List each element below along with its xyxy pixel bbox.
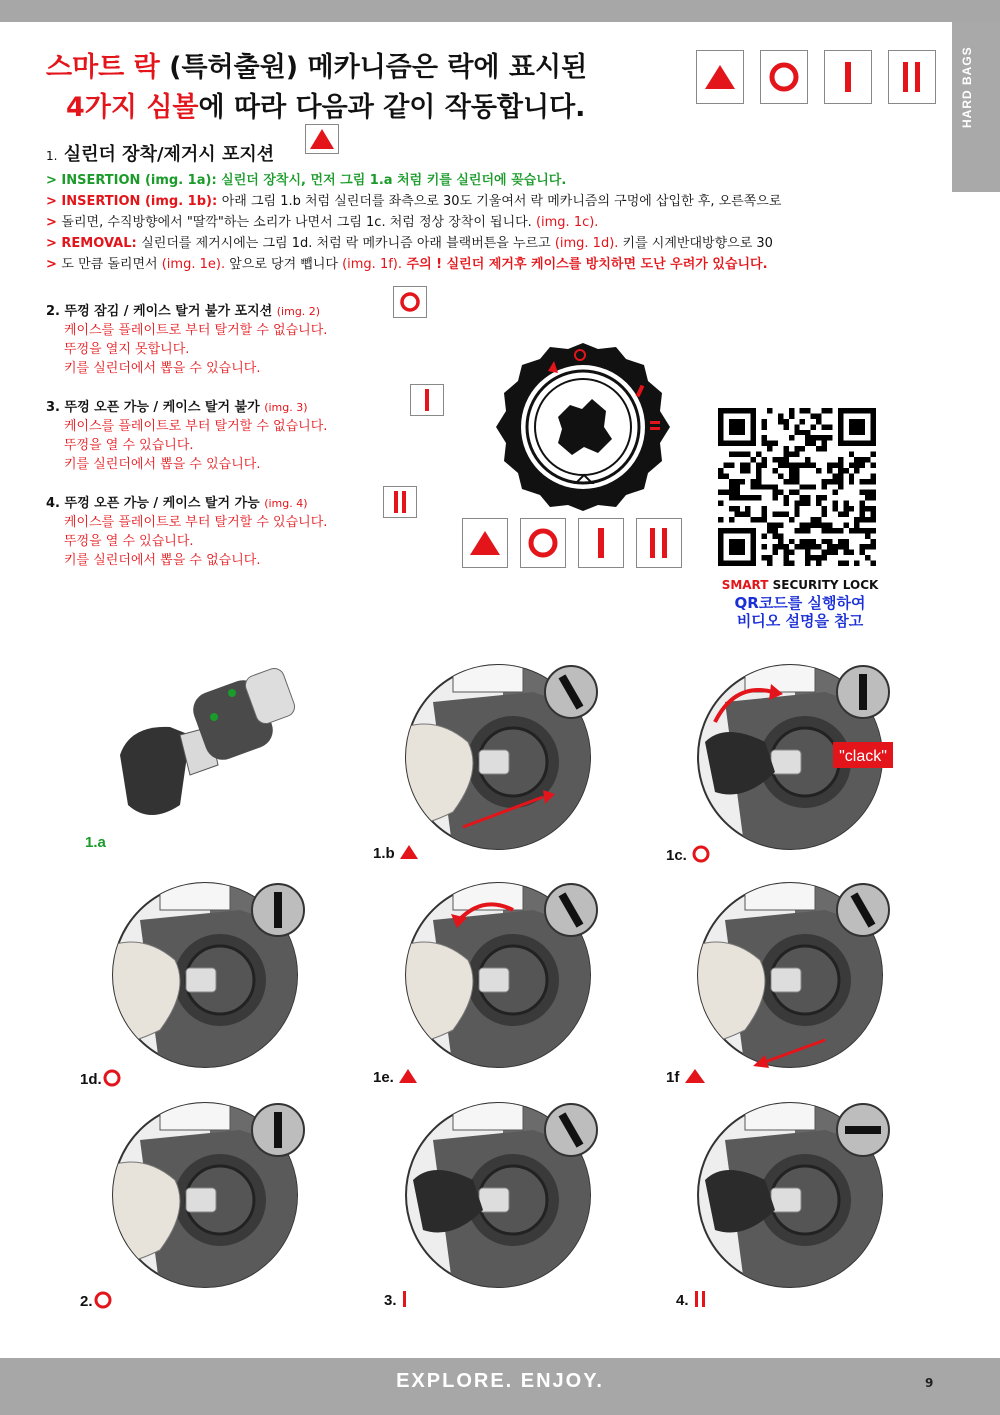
figure-1b-text: 1.b (373, 845, 395, 862)
symbol-row-middle (462, 518, 682, 568)
qr-caption (700, 576, 900, 630)
section1-title: 실린더 장착/제거시 포지션 (63, 144, 275, 165)
warning-text: 주의 ! 실린더 제거후 케이스를 방치하면 도난 우려가 있습니다. (402, 257, 768, 272)
insertion-text: 실린더 장착시, 먼저 그림 1.a 처럼 키를 실린더에 꽂습니다. (221, 173, 567, 188)
section4-title: 4. 뚜껑 오픈 가능 / 케이스 탈거 가능 (46, 496, 265, 511)
figure-3-label (384, 1290, 409, 1309)
page-number: 9 (925, 1376, 934, 1390)
page-title (46, 48, 696, 128)
figure-1c-text: 1c. (666, 847, 687, 864)
figure-1f-text: 1f (666, 1069, 680, 1086)
figure-4-illustration (685, 1100, 895, 1290)
removal-tag: > REMOVAL: (46, 236, 142, 251)
circle-icon (520, 518, 566, 568)
insertion-tag-2: > INSERTION (img. 1b): (46, 194, 222, 209)
triangle-icon (399, 844, 419, 860)
section2-line3: 키를 실린더에서 뽑을 수 있습니다. (64, 361, 261, 376)
circle-icon (691, 844, 711, 864)
single-bar-icon (401, 1290, 409, 1308)
insertion-text-2: 아래 그림 1.b 처럼 실린더를 좌측으로 30도 기울여서 락 메카니즘의 구멍에 삽입한 후, 오른쪽으로 (221, 194, 782, 209)
line-text: 돌리면, 수직방향에서 "딸깍"하는 소리가 나면서 그림 1c. 처럼 정상 장착이 됩니다. (61, 215, 536, 230)
figure-1b-illustration (393, 662, 603, 852)
figure-1e-illustration (393, 880, 603, 1070)
section3-title: 3. 뚜껑 오픈 가능 / 케이스 탈거 불가 (46, 400, 265, 415)
qr-caption-black: SECURITY LOCK (768, 578, 879, 592)
figure-1f-label (666, 1068, 706, 1086)
top-bar (0, 0, 1000, 22)
img-ref: (img. 1e). (161, 257, 226, 272)
figure-3-text: 3. (384, 1292, 397, 1309)
section2-title: 2. 뚜껑 잠김 / 케이스 탈거 불가 포지션 (46, 304, 277, 319)
section4-line2: 뚜껑을 열 수 있습니다. (64, 534, 194, 549)
figure-1e-text: 1e. (373, 1069, 394, 1086)
line-text-2: 앞으로 당겨 뺍니다 (225, 257, 343, 272)
qr-caption-line2: 비디오 설명을 참고 (736, 612, 864, 630)
double-bar-icon (888, 50, 936, 104)
figure-1e-label (373, 1068, 418, 1086)
triangle-icon (305, 124, 339, 154)
symbol-row-top (696, 50, 936, 104)
title-rest-1: (특허출원) 메카니즘은 락에 표시된 (159, 52, 588, 83)
insertion-tag: > INSERTION (img. 1a): (46, 173, 222, 188)
section1-number: 1. (46, 149, 58, 163)
figure-1f-illustration (685, 880, 895, 1070)
img-ref: (img. 3) (264, 401, 308, 414)
qr-caption-title (700, 576, 900, 594)
title-red-2: 4가지 심볼 (66, 92, 199, 123)
section4-line1: 케이스를 플레이트로 부터 탈거할 수 있습니다. (64, 515, 328, 530)
side-tab-label: HARD BAGS (960, 46, 974, 128)
section4-line3: 키를 실린더에서 뽑을 수 없습니다. (64, 553, 261, 568)
circle-icon (93, 1290, 113, 1310)
section1-line1 (46, 170, 936, 191)
section1-heading (46, 140, 274, 166)
figure-1c-label (666, 844, 711, 864)
section3-heading (46, 398, 327, 417)
qr-caption-line1: QR코드를 실행하여 (734, 594, 866, 612)
figure-3-illustration (393, 1100, 603, 1290)
section2 (46, 302, 327, 378)
line-prefix: > (46, 257, 62, 272)
figure-1d-label (80, 1068, 122, 1088)
figure-1d-illustration (100, 880, 310, 1070)
double-bar-icon (383, 486, 417, 518)
figure-1d-text: 1d. (80, 1071, 102, 1088)
figure-1b-label (373, 844, 419, 862)
triangle-icon (462, 518, 508, 568)
figure-1a-key-cylinder (110, 655, 310, 835)
section2-line2: 뚜껑을 열지 못합니다. (64, 342, 190, 357)
figure-1a-label: 1.a (85, 834, 106, 851)
qr-code[interactable] (718, 408, 876, 566)
double-bar-icon (636, 518, 682, 568)
img-ref: (img. 4) (264, 497, 308, 510)
section3-line2: 뚜껑을 열 수 있습니다. (64, 438, 194, 453)
section4 (46, 494, 327, 570)
triangle-icon (696, 50, 744, 104)
title-red-1: 스마트 락 (46, 52, 160, 83)
section3-line1: 케이스를 플레이트로 부터 탈거할 수 없습니다. (64, 419, 328, 434)
removal-text-2: 키를 시계반대방향으로 30 (618, 236, 773, 251)
section1-body (46, 170, 936, 275)
figure-4-label (676, 1290, 709, 1309)
single-bar-icon (410, 384, 444, 416)
circle-icon (393, 286, 427, 318)
section1-line4 (46, 233, 936, 254)
section4-heading (46, 494, 327, 513)
img-ref: (img. 2) (276, 305, 321, 318)
figure-1c-illustration (685, 662, 895, 852)
title-rest-2: 에 따라 다음과 같이 작동합니다. (198, 92, 586, 123)
triangle-icon (684, 1068, 706, 1084)
figure-2-text: 2. (80, 1293, 93, 1310)
qr-caption-red: SMART (721, 578, 769, 592)
lock-dial-illustration (488, 335, 678, 515)
section3 (46, 398, 327, 474)
circle-icon (102, 1068, 122, 1088)
single-bar-icon (578, 518, 624, 568)
clack-label: "clack" (839, 748, 887, 765)
section1-line3 (46, 212, 936, 233)
section2-line1: 케이스를 플레이트로 부터 탈거할 수 없습니다. (64, 323, 328, 338)
double-bar-icon (693, 1290, 709, 1308)
section1-line2 (46, 191, 936, 212)
single-bar-icon (824, 50, 872, 104)
figure-4-text: 4. (676, 1292, 689, 1309)
img-ref: (img. 1d). (554, 236, 619, 251)
section3-line3: 키를 실린더에서 뽑을 수 있습니다. (64, 457, 261, 472)
circle-icon (760, 50, 808, 104)
line-prefix: > (46, 215, 62, 230)
figure-2-illustration (100, 1100, 310, 1290)
img-ref: (img. 1c). (535, 215, 599, 230)
section2-heading (46, 302, 327, 321)
section1-line5 (46, 254, 936, 275)
footer-slogan: EXPLORE. ENJOY. (396, 1370, 604, 1392)
img-ref: (img. 1f). (342, 257, 402, 272)
line-text: 도 만큼 돌리면서 (61, 257, 162, 272)
triangle-icon (398, 1068, 418, 1084)
figure-2-label (80, 1290, 113, 1310)
removal-text: 실린더를 제거시에는 그림 1d. 처럼 락 메카니즘 아래 블랙버튼을 누르고 (141, 236, 555, 251)
